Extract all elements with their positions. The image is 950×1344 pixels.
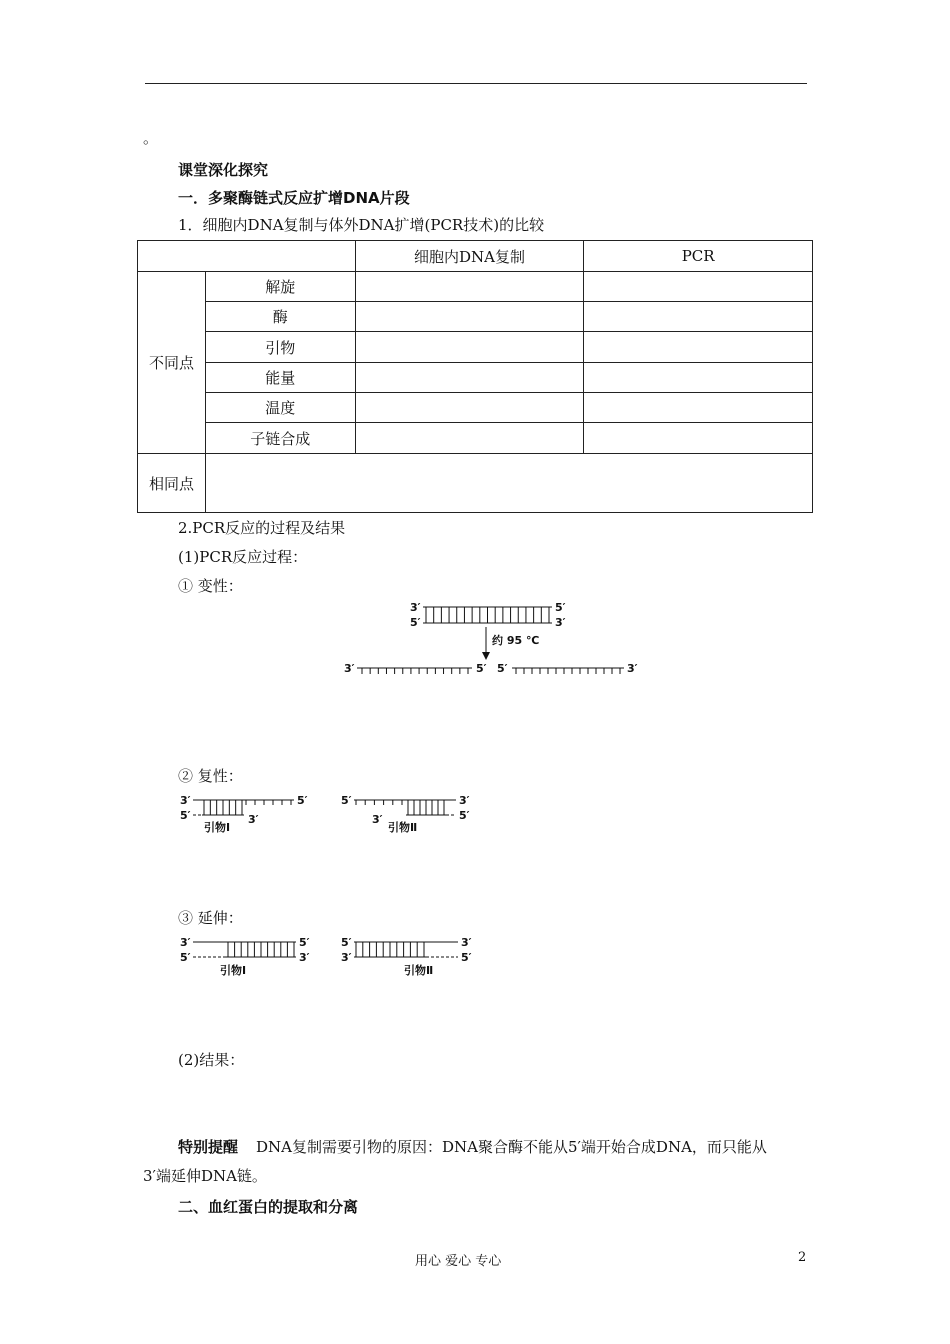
primer-2-label: 引物Ⅱ: [388, 821, 418, 834]
col-header-cell-replication: 细胞内DNA复制: [355, 241, 584, 272]
base-pairs: [204, 800, 242, 815]
label-5prime: 5′: [461, 951, 472, 964]
table-row: [138, 393, 813, 423]
label-3prime: 3′: [180, 794, 191, 807]
table-row: [138, 302, 813, 332]
base-pairs: [408, 800, 444, 815]
group-label-different: 不同点: [138, 272, 206, 454]
table-corner-cell: [138, 241, 356, 272]
base-ticks: [362, 668, 468, 674]
table-cell: [355, 363, 584, 393]
table-cell: [584, 363, 813, 393]
page-number: 2: [798, 1250, 807, 1265]
table-cell: [205, 454, 812, 513]
temperature-label: 约 95 ℃: [492, 634, 540, 647]
label-5prime: 5′: [459, 809, 470, 822]
label-3prime: 3′: [341, 951, 352, 964]
label-5prime: 5′: [341, 936, 352, 949]
label-5prime: 5′: [299, 936, 310, 949]
table-header-row: [138, 241, 813, 272]
item-1-title: 1．细胞内DNA复制与体外DNA扩增(PCR技术)的比较: [178, 216, 545, 234]
table-cell: [584, 332, 813, 363]
item-2-2-title: (2)结果：: [178, 1051, 245, 1069]
label-3prime: 3′: [461, 936, 472, 949]
section-title: 课堂深化探究: [178, 161, 269, 179]
table-row-same: [138, 454, 813, 513]
label-3prime: 3′: [299, 951, 310, 964]
footer-text: 用心 爱心 专心: [415, 1254, 502, 1269]
label-5prime: 5′: [476, 662, 487, 675]
label-3prime: 3′: [410, 601, 421, 614]
label-5prime: 5′: [341, 794, 352, 807]
group-label-same: 相同点: [138, 454, 206, 513]
step-denature-label: ① 变性：: [178, 577, 243, 595]
comparison-table: [137, 240, 813, 513]
label-5prime: 5′: [497, 662, 508, 675]
base-pairs: [426, 607, 549, 623]
col-header-pcr: PCR: [584, 241, 813, 272]
base-pairs: [228, 942, 294, 957]
label-3prime: 3′: [555, 616, 566, 629]
label-5prime: 5′: [180, 951, 191, 964]
label-5prime: 5′: [180, 809, 191, 822]
label-5prime: 5′: [297, 794, 308, 807]
item-2-1-title: (1)PCR反应过程：: [178, 548, 308, 566]
tip-line-1: [178, 1137, 767, 1157]
table-cell: [355, 423, 584, 454]
table-cell: [584, 272, 813, 302]
heading-pcr: 一．多聚酶链式反应扩增DNA片段: [178, 189, 410, 207]
primer-1-label: 引物Ⅰ: [204, 821, 231, 834]
primer-1-label: 引物Ⅰ: [220, 964, 247, 977]
table-cell: [355, 393, 584, 423]
row-label: 酶: [205, 302, 355, 332]
label-3prime: 3′: [372, 813, 383, 826]
table-cell: [584, 423, 813, 454]
denaturation-diagram: [340, 598, 650, 680]
orphan-punctuation: 。: [143, 129, 159, 147]
extension-diagram: [176, 932, 486, 980]
label-3prime: 3′: [344, 662, 355, 675]
table-row: [138, 332, 813, 363]
label-3prime: 3′: [627, 662, 638, 675]
table-cell: [355, 302, 584, 332]
table-row: [138, 423, 813, 454]
table-row: [138, 272, 813, 302]
table-cell: [584, 393, 813, 423]
row-label: 子链合成: [205, 423, 355, 454]
primer-2-label: 引物Ⅱ: [404, 964, 434, 977]
row-label: 解旋: [205, 272, 355, 302]
heading-hemoglobin: 二、血红蛋白的提取和分离: [178, 1198, 359, 1216]
step-anneal-label: ② 复性：: [178, 767, 243, 785]
label-5prime: 5′: [410, 616, 421, 629]
label-3prime: 3′: [180, 936, 191, 949]
row-label: 能量: [205, 363, 355, 393]
table-row: [138, 363, 813, 393]
base-pairs: [356, 942, 424, 957]
table-cell: [355, 272, 584, 302]
label-3prime: 3′: [248, 813, 259, 826]
step-extend-label: ③ 延伸：: [178, 909, 243, 927]
base-ticks: [246, 800, 291, 805]
base-ticks: [356, 800, 402, 805]
tip-line-2: 3′端延伸DNA链。: [143, 1167, 267, 1185]
item-2-title: 2.PCR反应的过程及结果: [178, 519, 346, 537]
header-rule: [145, 83, 807, 84]
tip-text-1: DNA复制需要引物的原因：DNA聚合酶不能从5′端开始合成DNA，而只能从: [256, 1138, 767, 1156]
table-cell: [584, 302, 813, 332]
base-ticks: [516, 668, 620, 674]
table-cell: [355, 332, 584, 363]
annealing-diagram: [176, 790, 486, 838]
label-5prime: 5′: [555, 601, 566, 614]
tip-label: 特别提醒: [178, 1138, 239, 1156]
label-3prime: 3′: [459, 794, 470, 807]
row-label: 引物: [205, 332, 355, 363]
arrow-head-icon: [482, 652, 490, 660]
row-label: 温度: [205, 393, 355, 423]
